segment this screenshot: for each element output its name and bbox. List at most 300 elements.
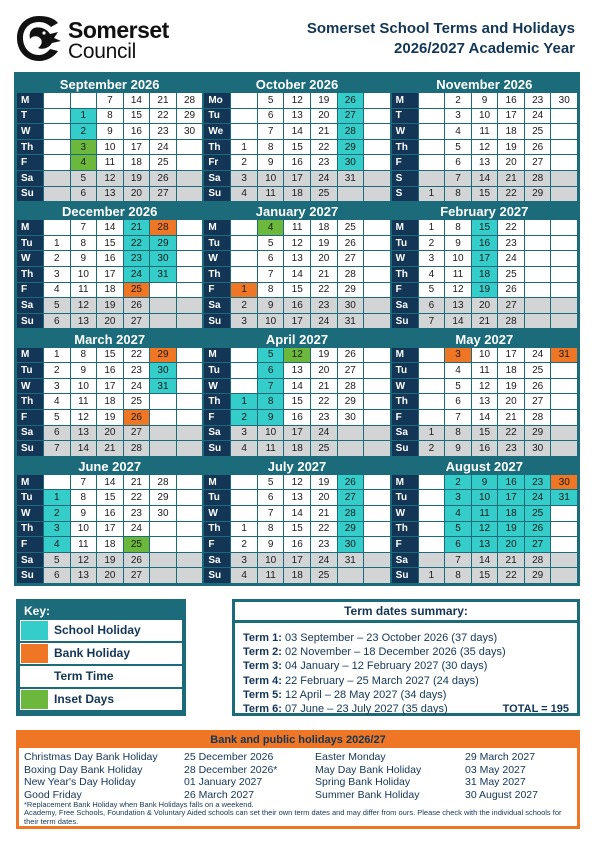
- weekday-label: F: [392, 537, 418, 552]
- day-cell: 6: [445, 155, 471, 170]
- day-cell: 15: [97, 490, 123, 505]
- day-cell: 1: [231, 522, 257, 537]
- day-cell: 30: [338, 155, 364, 170]
- day-cell: 21: [124, 475, 150, 490]
- term-label: Term 6:: [243, 702, 282, 715]
- day-cell: 24: [150, 140, 176, 155]
- day-cell: 25: [525, 363, 551, 378]
- day-cell: 21: [498, 410, 524, 425]
- weekday-label: F: [17, 283, 43, 298]
- day-cell: 15: [124, 109, 150, 124]
- weekday-label: Th: [17, 394, 43, 409]
- weekday-label: Sa: [17, 298, 43, 313]
- empty-cell: [177, 363, 203, 378]
- day-cell: 30: [525, 441, 551, 456]
- empty-cell: [177, 140, 203, 155]
- day-cell: 15: [97, 236, 123, 251]
- key-item: [20, 688, 182, 711]
- day-cell: 26: [338, 475, 364, 490]
- day-cell: 29: [338, 140, 364, 155]
- day-cell: 13: [284, 251, 310, 266]
- month-block: [392, 458, 577, 583]
- day-cell: 11: [97, 155, 123, 170]
- day-cell: 18: [311, 220, 337, 235]
- empty-cell: [551, 363, 577, 378]
- day-cell: 7: [258, 379, 284, 394]
- day-cell: 22: [498, 426, 524, 441]
- weekday-label: W: [17, 379, 43, 394]
- holiday-date: 26 March 2027: [184, 788, 255, 801]
- empty-cell: [44, 220, 70, 235]
- empty-cell: [44, 475, 70, 490]
- day-cell: 16: [284, 298, 310, 313]
- day-cell: 10: [258, 171, 284, 186]
- day-cell: 12: [71, 298, 97, 313]
- day-cell: 6: [445, 394, 471, 409]
- day-cell: 22: [311, 283, 337, 298]
- weekday-label: M: [17, 93, 43, 108]
- day-cell: 2: [44, 363, 70, 378]
- empty-cell: [419, 506, 445, 521]
- day-cell: 22: [311, 140, 337, 155]
- month-days-grid: [392, 220, 577, 328]
- day-cell: 1: [231, 283, 257, 298]
- day-cell: 7: [44, 441, 70, 456]
- empty-cell: [231, 506, 257, 521]
- page-subtitle: 2026/2027 Academic Year: [394, 40, 575, 57]
- holiday-name: Boxing Day Bank Holiday: [24, 763, 143, 776]
- day-cell: 2: [71, 124, 97, 139]
- month-name: April 2027: [265, 331, 329, 347]
- key-item: [20, 665, 182, 688]
- empty-cell: [551, 298, 577, 313]
- empty-cell: [364, 568, 390, 583]
- day-cell: 16: [472, 441, 498, 456]
- weekday-label: Mo: [204, 93, 230, 108]
- term-dates: 02 November – 18 December 2026 (35 days): [281, 646, 506, 659]
- term-row: [243, 688, 571, 702]
- empty-cell: [177, 220, 203, 235]
- day-cell: 27: [525, 155, 551, 170]
- day-cell: 26: [150, 171, 176, 186]
- day-cell: 16: [498, 475, 524, 490]
- day-cell: 15: [284, 140, 310, 155]
- day-cell: 13: [71, 426, 97, 441]
- day-cell: 13: [472, 537, 498, 552]
- day-cell: 4: [445, 506, 471, 521]
- key-label: Inset Days: [49, 689, 182, 710]
- month-days-grid: [17, 475, 202, 583]
- key-swatch: [20, 689, 49, 710]
- day-cell: 30: [150, 506, 176, 521]
- term-label: Term 3:: [243, 660, 282, 673]
- empty-cell: [177, 348, 203, 363]
- day-cell: 4: [71, 155, 97, 170]
- day-cell: 17: [472, 251, 498, 266]
- key-swatch: [20, 620, 49, 641]
- day-cell: 25: [311, 568, 337, 583]
- day-cell: 25: [525, 124, 551, 139]
- day-cell: 17: [97, 379, 123, 394]
- day-cell: 1: [419, 568, 445, 583]
- day-cell: 8: [445, 426, 471, 441]
- day-cell: 19: [498, 140, 524, 155]
- weekday-label: W: [392, 124, 418, 139]
- weekday-label: W: [204, 251, 230, 266]
- day-cell: 15: [284, 283, 310, 298]
- day-cell: 29: [338, 522, 364, 537]
- day-cell: 5: [445, 140, 471, 155]
- empty-cell: [551, 187, 577, 202]
- empty-cell: [551, 124, 577, 139]
- academy-note: Academy, Free Schools, Foundation & Voluntary Aided schools can set their own term dates and may differ from ours. Please check with the individual schools for their term dates.: [24, 808, 562, 826]
- day-cell: 17: [124, 140, 150, 155]
- empty-cell: [231, 109, 257, 124]
- empty-cell: [44, 140, 70, 155]
- day-cell: 16: [284, 155, 310, 170]
- day-cell: 9: [472, 475, 498, 490]
- day-cell: 21: [150, 93, 176, 108]
- day-cell: 7: [258, 267, 284, 282]
- empty-cell: [419, 490, 445, 505]
- weekday-label: Tu: [392, 363, 418, 378]
- day-cell: 28: [525, 410, 551, 425]
- day-cell: 26: [338, 93, 364, 108]
- day-cell: 14: [472, 553, 498, 568]
- day-cell: 3: [445, 348, 471, 363]
- day-cell: 15: [472, 187, 498, 202]
- empty-cell: [177, 155, 203, 170]
- empty-cell: [231, 93, 257, 108]
- day-cell: 24: [311, 171, 337, 186]
- day-cell: 30: [150, 251, 176, 266]
- day-cell: 7: [71, 220, 97, 235]
- weekday-label: M: [392, 475, 418, 490]
- day-cell: 22: [124, 490, 150, 505]
- empty-cell: [177, 475, 203, 490]
- day-cell: 23: [525, 93, 551, 108]
- day-cell: 23: [498, 441, 524, 456]
- empty-cell: [177, 236, 203, 251]
- day-cell: 6: [258, 251, 284, 266]
- day-cell: 2: [44, 251, 70, 266]
- month-name: May 2027: [455, 331, 514, 347]
- day-cell: 14: [472, 171, 498, 186]
- weekday-label: F: [17, 155, 43, 170]
- weekday-label: Tu: [17, 363, 43, 378]
- weekday-label: Th: [392, 394, 418, 409]
- day-cell: 10: [97, 140, 123, 155]
- day-cell: 27: [338, 363, 364, 378]
- day-cell: 17: [498, 348, 524, 363]
- day-cell: 24: [124, 522, 150, 537]
- day-cell: 24: [498, 251, 524, 266]
- day-cell: 4: [231, 187, 257, 202]
- month-block: [17, 331, 202, 456]
- empty-cell: [419, 363, 445, 378]
- weekday-label: Sa: [392, 426, 418, 441]
- weekday-label: W: [204, 506, 230, 521]
- day-cell: 22: [498, 568, 524, 583]
- empty-cell: [177, 537, 203, 552]
- empty-cell: [419, 124, 445, 139]
- empty-cell: [419, 93, 445, 108]
- day-cell: 19: [311, 93, 337, 108]
- day-cell: 20: [311, 490, 337, 505]
- empty-cell: [551, 283, 577, 298]
- empty-cell: [551, 314, 577, 329]
- day-cell: 21: [311, 124, 337, 139]
- weekday-label: Sa: [204, 298, 230, 313]
- empty-cell: [364, 553, 390, 568]
- day-cell: 23: [498, 236, 524, 251]
- day-cell: 14: [97, 475, 123, 490]
- day-cell: 11: [258, 187, 284, 202]
- empty-cell: [364, 475, 390, 490]
- empty-cell: [551, 236, 577, 251]
- day-cell: 9: [445, 236, 471, 251]
- day-cell: 7: [258, 124, 284, 139]
- holiday-date: 29 March 2027: [465, 751, 536, 763]
- day-cell: 11: [258, 441, 284, 456]
- day-cell: 17: [284, 553, 310, 568]
- day-cell: 6: [258, 109, 284, 124]
- day-cell: 18: [498, 506, 524, 521]
- day-cell: 6: [44, 568, 70, 583]
- empty-cell: [364, 267, 390, 282]
- day-cell: 5: [44, 298, 70, 313]
- weekday-label: Su: [17, 568, 43, 583]
- day-cell: 8: [71, 236, 97, 251]
- day-cell: 21: [311, 267, 337, 282]
- empty-cell: [419, 140, 445, 155]
- day-cell: 20: [472, 298, 498, 313]
- empty-cell: [231, 490, 257, 505]
- empty-cell: [231, 475, 257, 490]
- empty-cell: [364, 140, 390, 155]
- empty-cell: [231, 348, 257, 363]
- day-cell: 29: [338, 283, 364, 298]
- day-cell: 18: [472, 267, 498, 282]
- empty-cell: [364, 506, 390, 521]
- legend-key: [16, 599, 186, 716]
- month-block: [392, 76, 577, 201]
- weekday-label: M: [17, 475, 43, 490]
- day-cell: 16: [124, 124, 150, 139]
- weekday-label: T: [392, 109, 418, 124]
- day-cell: 10: [472, 109, 498, 124]
- day-cell: 8: [258, 522, 284, 537]
- month-name: October 2026: [255, 77, 339, 92]
- empty-cell: [551, 568, 577, 583]
- day-cell: 7: [71, 475, 97, 490]
- month-block: [204, 203, 389, 328]
- day-cell: 30: [338, 298, 364, 313]
- day-cell: 19: [124, 171, 150, 186]
- empty-cell: [150, 283, 176, 298]
- day-cell: 16: [97, 506, 123, 521]
- empty-cell: [419, 537, 445, 552]
- weekday-label: Tu: [392, 236, 418, 251]
- weekday-label: M: [392, 220, 418, 235]
- day-cell: 16: [284, 537, 310, 552]
- empty-cell: [525, 251, 551, 266]
- empty-cell: [338, 426, 364, 441]
- month-block: [17, 203, 202, 328]
- empty-cell: [419, 171, 445, 186]
- day-cell: 12: [284, 236, 310, 251]
- day-cell: 9: [97, 124, 123, 139]
- empty-cell: [338, 568, 364, 583]
- day-cell: 22: [498, 187, 524, 202]
- day-cell: 1: [44, 348, 70, 363]
- day-cell: 12: [71, 410, 97, 425]
- empty-cell: [44, 109, 70, 124]
- holiday-name: Easter Monday: [315, 751, 386, 763]
- day-cell: 5: [258, 475, 284, 490]
- empty-cell: [231, 236, 257, 251]
- empty-cell: [364, 124, 390, 139]
- day-cell: 12: [284, 475, 310, 490]
- day-cell: 4: [419, 267, 445, 282]
- weekday-label: Tu: [204, 109, 230, 124]
- day-cell: 29: [338, 394, 364, 409]
- empty-cell: [231, 124, 257, 139]
- empty-cell: [231, 251, 257, 266]
- empty-cell: [551, 220, 577, 235]
- day-cell: 24: [525, 348, 551, 363]
- day-cell: 28: [338, 506, 364, 521]
- day-cell: 5: [419, 283, 445, 298]
- empty-cell: [150, 298, 176, 313]
- weekday-label: Th: [204, 267, 230, 282]
- empty-cell: [364, 348, 390, 363]
- day-cell: 20: [97, 568, 123, 583]
- month-days-grid: [17, 348, 202, 456]
- day-cell: 3: [445, 109, 471, 124]
- empty-cell: [364, 522, 390, 537]
- month-block: [17, 76, 202, 201]
- empty-cell: [364, 155, 390, 170]
- dragon-icon: [14, 14, 64, 64]
- empty-cell: [419, 379, 445, 394]
- weekday-label: F: [204, 410, 230, 425]
- day-cell: 17: [97, 522, 123, 537]
- day-cell: 16: [97, 251, 123, 266]
- day-cell: 23: [525, 475, 551, 490]
- day-cell: 21: [472, 314, 498, 329]
- day-cell: 22: [498, 220, 524, 235]
- replacement-note: *Replacement Bank Holiday when Bank Holidays falls on a weekend.: [24, 800, 254, 809]
- day-cell: 24: [311, 426, 337, 441]
- empty-cell: [364, 363, 390, 378]
- day-cell: 14: [284, 124, 310, 139]
- day-cell: 27: [525, 394, 551, 409]
- day-cell: 14: [472, 410, 498, 425]
- holiday-name: Christmas Day Bank Holiday: [24, 751, 158, 763]
- day-cell: 9: [258, 537, 284, 552]
- weekday-label: M: [17, 348, 43, 363]
- weekday-label: We: [204, 124, 230, 139]
- term-dates: 22 February – 25 March 2027 (24 days): [281, 674, 479, 687]
- day-cell: 10: [71, 379, 97, 394]
- day-cell: 14: [284, 379, 310, 394]
- empty-cell: [177, 490, 203, 505]
- weekday-label: Th: [17, 140, 43, 155]
- empty-cell: [338, 441, 364, 456]
- day-cell: 25: [311, 187, 337, 202]
- empty-cell: [364, 426, 390, 441]
- day-cell: 9: [71, 363, 97, 378]
- day-cell: 2: [231, 155, 257, 170]
- day-cell: 28: [525, 553, 551, 568]
- day-cell: 11: [71, 394, 97, 409]
- empty-cell: [525, 236, 551, 251]
- day-cell: 29: [525, 568, 551, 583]
- day-cell: 3: [419, 251, 445, 266]
- day-cell: 11: [258, 568, 284, 583]
- empty-cell: [150, 410, 176, 425]
- day-cell: 3: [44, 522, 70, 537]
- empty-cell: [177, 283, 203, 298]
- empty-cell: [231, 363, 257, 378]
- weekday-label: Th: [204, 394, 230, 409]
- day-cell: 17: [284, 171, 310, 186]
- key-swatch: [20, 643, 49, 664]
- day-cell: 19: [97, 410, 123, 425]
- weekday-label: W: [17, 506, 43, 521]
- day-cell: 17: [498, 490, 524, 505]
- day-cell: 27: [338, 109, 364, 124]
- logo-text-council: Council: [68, 40, 136, 63]
- holiday-date: 31 May 2027: [465, 776, 526, 788]
- day-cell: 30: [150, 363, 176, 378]
- weekday-label: Fr: [204, 155, 230, 170]
- day-cell: 25: [124, 283, 150, 298]
- weekday-label: F: [392, 283, 418, 298]
- day-cell: 28: [338, 267, 364, 282]
- day-cell: 27: [124, 568, 150, 583]
- day-cell: 4: [44, 283, 70, 298]
- key-label: School Holiday: [49, 620, 182, 641]
- day-cell: 27: [150, 187, 176, 202]
- day-cell: 17: [284, 314, 310, 329]
- day-cell: 27: [498, 298, 524, 313]
- weekday-label: Th: [17, 522, 43, 537]
- day-cell: 14: [284, 506, 310, 521]
- day-cell: 12: [97, 171, 123, 186]
- day-cell: 18: [284, 441, 310, 456]
- empty-cell: [551, 251, 577, 266]
- empty-cell: [177, 379, 203, 394]
- day-cell: 28: [150, 220, 176, 235]
- term-dates: 07 June – 23 July 2027 (35 days): [281, 702, 448, 715]
- day-cell: 2: [445, 93, 471, 108]
- day-cell: 27: [338, 251, 364, 266]
- weekday-label: Tu: [204, 236, 230, 251]
- empty-cell: [231, 267, 257, 282]
- month-days-grid: [17, 220, 202, 328]
- empty-cell: [364, 187, 390, 202]
- day-cell: 20: [97, 426, 123, 441]
- bank-holidays-title: Bank and public holidays 2026/27: [19, 733, 577, 748]
- day-cell: 13: [445, 298, 471, 313]
- day-cell: 10: [258, 426, 284, 441]
- month-days-grid: [392, 475, 577, 583]
- empty-cell: [364, 379, 390, 394]
- day-cell: 6: [419, 298, 445, 313]
- holiday-date: 01 January 2027: [184, 776, 263, 788]
